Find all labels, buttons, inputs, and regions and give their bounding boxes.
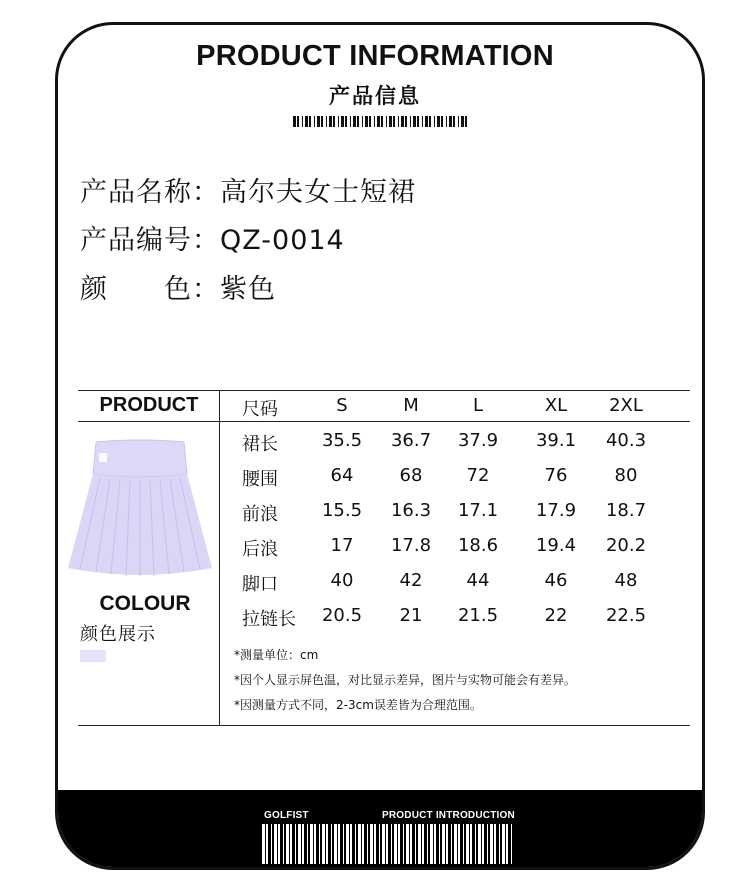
measure-cell: 35.5 [321, 430, 363, 451]
measure-cell: 15.5 [321, 500, 363, 521]
page-subtitle: 产品信息 [329, 84, 421, 108]
size-header-cell: XL [544, 395, 568, 416]
note-tolerance: *因测量方式不同，2-3cm误差皆为合理范围。 [234, 698, 482, 712]
measure-cell: 76 [544, 465, 568, 486]
measure-cell: 40.3 [605, 430, 647, 451]
size-header-cell: L [472, 395, 484, 416]
measure-row-label: 后浪 [242, 539, 278, 560]
product-name-value: 高尔夫女士短裙 [220, 177, 416, 208]
measure-row-label: 拉链长 [242, 609, 296, 630]
measure-cell: 20.5 [321, 605, 363, 626]
measure-cell: 80 [614, 465, 638, 486]
measure-cell: 21.5 [457, 605, 499, 626]
table-top-rule [78, 390, 690, 391]
product-code-value: QZ-0014 [220, 225, 345, 256]
skirt-product-image [66, 438, 214, 580]
product-name-label: 产品名称： [80, 177, 220, 208]
size-header-cell: 2XL [609, 395, 643, 416]
footer-barcode [262, 824, 512, 864]
measure-cell: 19.4 [535, 535, 577, 556]
page-title: PRODUCT INFORMATION [196, 40, 554, 72]
product-name-row [80, 170, 416, 209]
measure-cell: 17.8 [390, 535, 432, 556]
product-color-value: 紫色 [220, 274, 276, 305]
size-header-cell: M [403, 395, 419, 416]
measure-row-label: 裙长 [242, 434, 278, 455]
measure-cell: 18.7 [605, 500, 647, 521]
measure-cell: 39.1 [535, 430, 577, 451]
note-unit: *测量单位：cm [234, 648, 319, 662]
measure-cell: 17.9 [535, 500, 577, 521]
measure-row-label: 脚口 [242, 574, 278, 595]
size-row-label: 尺码 [242, 399, 278, 420]
measure-cell: 18.6 [457, 535, 499, 556]
product-column-header: PRODUCT [99, 394, 199, 416]
table-divider [219, 390, 220, 725]
footer-section-title: PRODUCT INTRODUCTION [382, 810, 515, 821]
measure-cell: 46 [544, 570, 568, 591]
table-header-rule [78, 421, 690, 422]
measure-row-label: 前浪 [242, 504, 278, 525]
size-header-cell: S [336, 395, 348, 416]
measure-cell: 22 [544, 605, 568, 626]
measure-cell: 36.7 [390, 430, 432, 451]
colour-heading: COLOUR [99, 592, 191, 615]
measure-cell: 48 [614, 570, 638, 591]
measure-cell: 22.5 [605, 605, 647, 626]
product-color-label: 颜 色： [80, 274, 220, 305]
measure-cell: 21 [399, 605, 423, 626]
measure-cell: 20.2 [605, 535, 647, 556]
measure-cell: 44 [466, 570, 490, 591]
colour-subheading: 颜色展示 [80, 624, 156, 645]
measure-cell: 16.3 [390, 500, 432, 521]
table-bottom-rule [78, 725, 690, 726]
measure-cell: 42 [399, 570, 423, 591]
colour-swatch [80, 650, 106, 662]
measure-cell: 17 [330, 535, 354, 556]
measure-cell: 72 [466, 465, 490, 486]
measure-cell: 68 [399, 465, 423, 486]
note-display: *因个人显示屏色温，对比显示差异，图片与实物可能会有差异。 [234, 673, 577, 687]
measure-cell: 37.9 [457, 430, 499, 451]
header-barcode [293, 116, 469, 127]
product-code-label: 产品编号： [80, 225, 220, 256]
product-color-row [80, 267, 276, 306]
footer-brand: GOLFIST [264, 810, 309, 821]
measure-cell: 17.1 [457, 500, 499, 521]
product-code-row [80, 218, 345, 257]
measure-cell: 64 [330, 465, 354, 486]
measure-row-label: 腰围 [242, 469, 278, 490]
measure-cell: 40 [330, 570, 354, 591]
